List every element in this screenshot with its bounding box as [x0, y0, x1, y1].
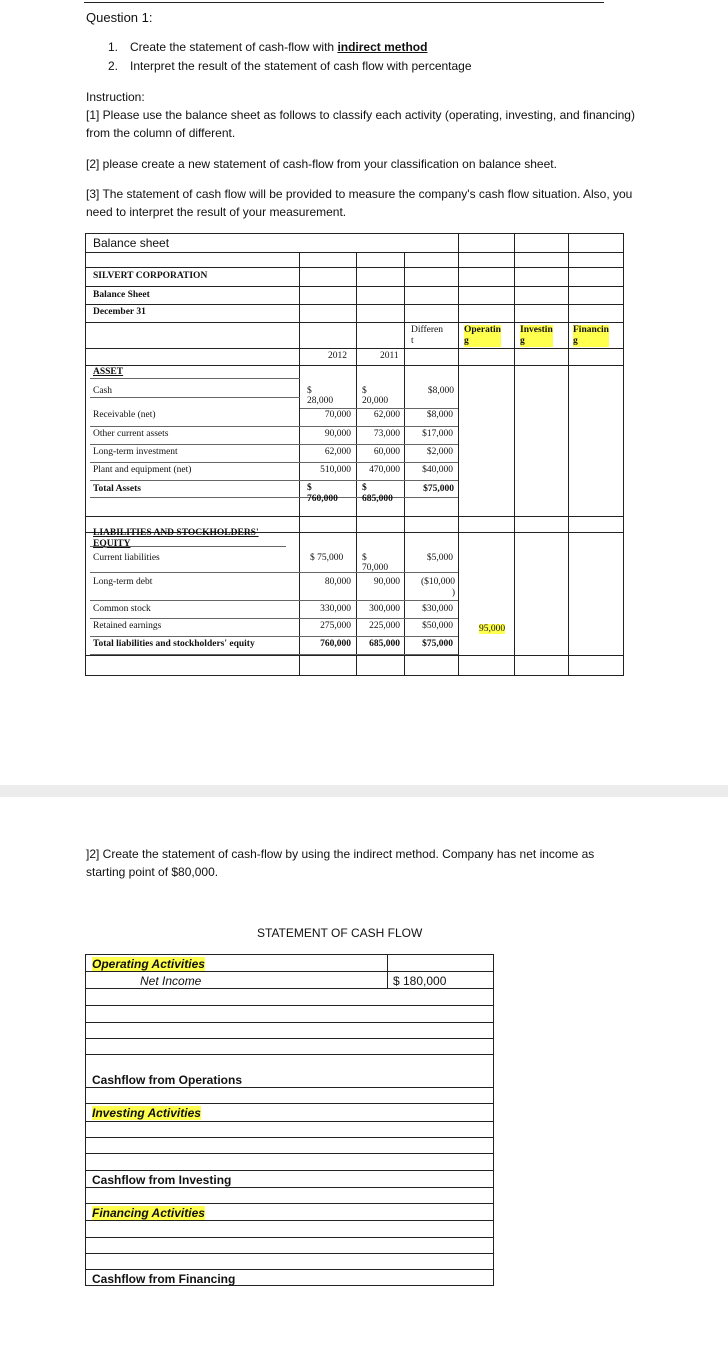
- current-liabilities-label: Current liabilities: [93, 553, 160, 563]
- col-header-operating: Operatin g: [464, 325, 501, 346]
- long-term-debt-label: Long-term debt: [93, 577, 153, 587]
- total-assets-diff: $75,000: [423, 484, 454, 494]
- cash-diff: $8,000: [427, 386, 454, 396]
- task-1-emphasis: indirect method: [337, 40, 428, 54]
- cash-2012: $ 28,000: [307, 386, 334, 406]
- net-income-label: Net Income: [140, 974, 202, 988]
- task-2-number: 2.: [108, 59, 119, 73]
- year-2012: 2012: [328, 351, 347, 361]
- cashflow-financing-label: Cashflow from Financing: [92, 1272, 236, 1286]
- long-term-debt-2012: 80,000: [324, 577, 351, 587]
- other-current-assets-label: Other current assets: [93, 429, 169, 439]
- page-2: [0, 797, 728, 1368]
- net-income-value: $ 180,000: [393, 974, 447, 988]
- plant-equipment-2012: 510,000: [320, 465, 351, 475]
- current-liabilities-diff: $5,000: [426, 553, 453, 563]
- plant-equipment-2011: 470,000: [369, 465, 400, 475]
- company-name: SILVERT CORPORATION: [93, 271, 208, 281]
- header-rule: [84, 2, 604, 3]
- instruction-2: [2] please create a new statement of cash-flow from your classification on balance sheet.: [86, 157, 557, 171]
- prompt-line-1: ]2] Create the statement of cash-flow by using the indirect method. Company has net income as: [86, 847, 595, 861]
- asset-heading: ASSET: [93, 367, 124, 377]
- common-stock-2011: 300,000: [369, 604, 400, 614]
- financing-activities-heading: Financing Activities: [92, 1206, 205, 1220]
- cash-2011: $ 20,000: [362, 386, 389, 406]
- receivable-label: Receivable (net): [93, 410, 156, 420]
- cashflow-operations-label: Cashflow from Operations: [92, 1073, 243, 1087]
- instruction-label: Instruction:: [86, 90, 145, 104]
- long-term-debt-2011: 90,000: [373, 577, 400, 587]
- other-current-assets-2011: 73,000: [373, 429, 400, 439]
- receivable-2012: 70,000: [324, 410, 351, 420]
- total-liabilities-equity-label: Total liabilities and stockholders' equity: [93, 639, 255, 649]
- retained-earnings-label: Retained earnings: [93, 621, 162, 631]
- total-assets-2012: $ 760,000: [307, 483, 338, 504]
- total-liabilities-equity-2011: 685,000: [369, 639, 400, 649]
- long-term-investment-2012: 62,000: [324, 447, 351, 457]
- question-title: Question 1:: [86, 10, 153, 25]
- prompt-line-2: starting point of $80,000.: [86, 865, 219, 879]
- other-current-assets-diff: $17,000: [422, 429, 453, 439]
- liabilities-heading: LIABILITIES AND STOCKHOLDERS' EQUITY: [93, 528, 259, 549]
- total-liabilities-equity-diff: $75,000: [422, 639, 453, 649]
- balance-sheet-label: Balance sheet: [93, 236, 170, 250]
- scf-title: STATEMENT OF CASH FLOW: [257, 926, 423, 940]
- long-term-investment-diff: $2,000: [426, 447, 453, 457]
- current-liabilities-2012: $ 75,000: [310, 553, 344, 563]
- long-term-investment-label: Long-term investment: [93, 447, 178, 457]
- instruction-1-line-1: [1] Please use the balance sheet as follows to classify each activity (operating, investing, and financing): [86, 108, 635, 122]
- retained-earnings-diff: $50,000: [422, 621, 453, 631]
- retained-earnings-operating: 95,000: [479, 624, 506, 634]
- statement-name: Balance Sheet: [93, 290, 150, 300]
- col-header-financing: Financin g: [573, 325, 609, 346]
- year-2011: 2011: [380, 351, 399, 361]
- long-term-debt-diff: ($10,000 ): [420, 577, 455, 598]
- total-assets-label: Total Assets: [93, 484, 141, 494]
- receivable-diff: $8,000: [426, 410, 453, 420]
- operating-activities-heading: Operating Activities: [92, 957, 205, 971]
- instruction-1-line-2: from the column of different.: [86, 126, 236, 140]
- long-term-investment-2011: 60,000: [373, 447, 400, 457]
- total-liabilities-equity-2012: 760,000: [320, 639, 351, 649]
- investing-activities-heading: Investing Activities: [92, 1106, 201, 1120]
- plant-equipment-label: Plant and equipment (net): [93, 465, 192, 475]
- col-header-investing: Investin g: [520, 325, 553, 346]
- plant-equipment-diff: $40,000: [422, 465, 453, 475]
- instruction-3-line-2: need to interpret the result of your measurement.: [86, 205, 347, 219]
- cash-label: Cash: [93, 386, 112, 396]
- retained-earnings-2012: 275,000: [320, 621, 351, 631]
- col-header-difference: Differen t: [411, 325, 444, 346]
- total-assets-2011: $ 685,000: [362, 483, 393, 504]
- common-stock-label: Common stock: [93, 604, 151, 614]
- other-current-assets-2012: 90,000: [324, 429, 351, 439]
- task-1: [130, 40, 427, 54]
- common-stock-2012: 330,000: [320, 604, 351, 614]
- task-1-text: Create the statement of cash-flow with: [130, 40, 338, 54]
- statement-date: December 31: [93, 307, 146, 317]
- task-1-number: 1.: [108, 40, 119, 54]
- cashflow-investing-label: Cashflow from Investing: [92, 1173, 232, 1187]
- task-2-text: Interpret the result of the statement of cash flow with percentage: [130, 59, 472, 73]
- common-stock-diff: $30,000: [422, 604, 453, 614]
- receivable-2011: 62,000: [373, 410, 400, 420]
- current-liabilities-2011: $ 70,000: [362, 553, 389, 573]
- instruction-3-line-1: [3] The statement of cash flow will be provided to measure the company's cash flow situation. Also, you: [86, 187, 633, 201]
- retained-earnings-2011: 225,000: [369, 621, 400, 631]
